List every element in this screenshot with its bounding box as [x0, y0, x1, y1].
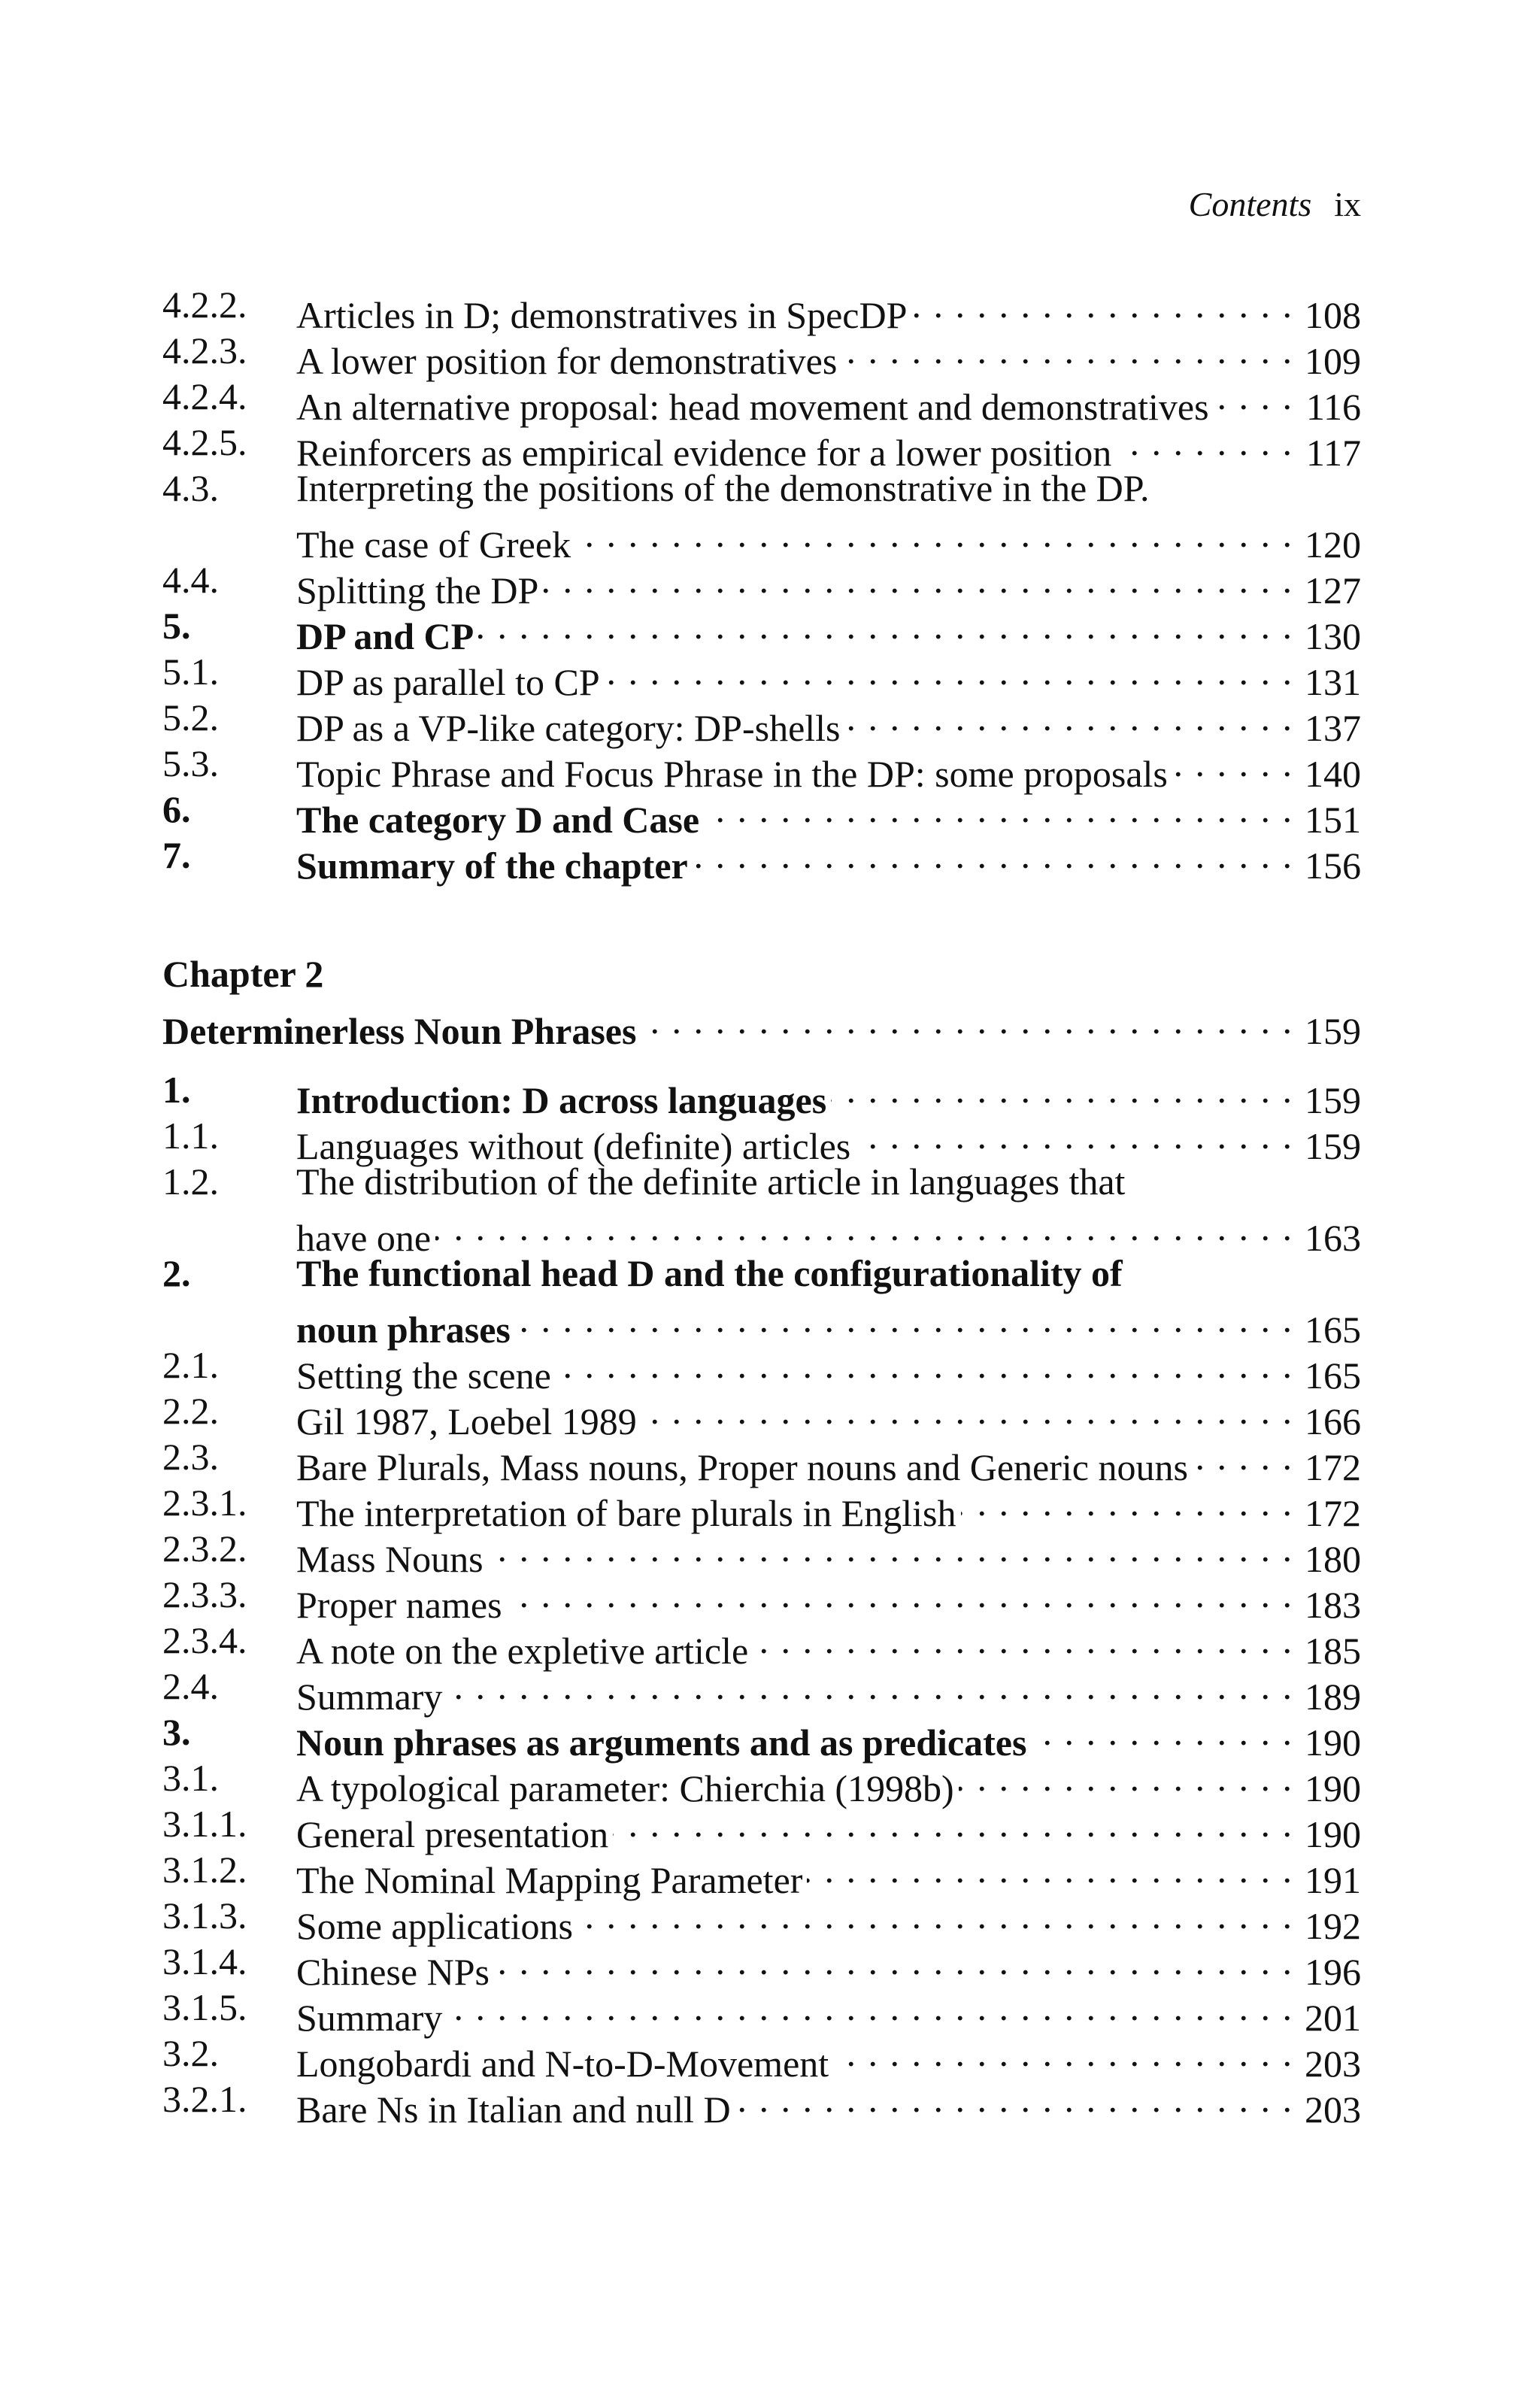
- toc-entry-number: 2.4.: [162, 1665, 219, 1707]
- dot-leader: [507, 1571, 1293, 1618]
- toc-entry: [162, 1800, 1361, 1855]
- toc-entry-number: 2.3.4.: [162, 1619, 247, 1661]
- dot-leader: [841, 327, 1293, 374]
- toc-entry-page-number: 165: [1305, 1354, 1361, 1397]
- toc-entry: [162, 557, 1361, 611]
- toc-entry-number: 2.3.2.: [162, 1527, 247, 1570]
- toc-entry-title: Summary: [296, 1676, 443, 1718]
- toc-entry-title: A lower position for demonstratives: [296, 340, 838, 382]
- toc-entry: [162, 1525, 1361, 1580]
- toc-entry: [162, 2076, 1361, 2131]
- toc-entry: [162, 1204, 1361, 1259]
- toc-entry-title: The interpretation of bare plurals in English: [296, 1492, 956, 1534]
- toc-entry-page-number: 127: [1305, 569, 1361, 611]
- toc-entry-title: The category D and Case: [296, 799, 700, 841]
- toc-entry: [162, 1296, 1361, 1351]
- toc-entry-title: DP as a VP-like category: DP-shells: [296, 707, 841, 749]
- toc-entry-number: 3.: [162, 1711, 191, 1753]
- toc-entry-title: Longobardi and N-to-D-Movement: [296, 2043, 829, 2085]
- toc-entry-number: 4.2.3.: [162, 329, 247, 372]
- toc-entry-number: 6.: [162, 788, 191, 830]
- toc-entry-number: 4.2.5.: [162, 421, 247, 463]
- toc-entry-number: 3.1.4.: [162, 1940, 247, 1982]
- toc-entry-title: Topic Phrase and Focus Phrase in the DP: some proposals: [296, 753, 1168, 795]
- dot-leader: [447, 1984, 1293, 2031]
- toc-entry-title: have one: [296, 1217, 432, 1259]
- dot-leader: [704, 786, 1293, 833]
- dot-leader: [447, 1663, 1293, 1709]
- toc-entry-number: 4.2.4.: [162, 375, 247, 417]
- toc-entry-number: 3.1.: [162, 1757, 219, 1799]
- dot-leader: [556, 1342, 1293, 1388]
- toc-entry-number: 4.4.: [162, 559, 219, 601]
- toc-entry: [162, 1250, 1361, 1297]
- toc-entry: [162, 694, 1361, 749]
- toc-entry: [162, 786, 1361, 841]
- toc-entry-title: Setting the scene: [296, 1354, 551, 1397]
- toc-entry-title: The Nominal Mapping Parameter: [296, 1859, 803, 1901]
- toc-entry: [162, 1984, 1361, 2039]
- toc-entry-number: 5.2.: [162, 696, 219, 739]
- toc-entry-title: Articles in D; demonstratives in SpecDP: [296, 294, 908, 336]
- toc-entry-page-number: 190: [1305, 1813, 1361, 1855]
- dot-leader: [578, 1892, 1293, 1939]
- dot-leader: [435, 1204, 1293, 1251]
- dot-leader: [494, 1938, 1293, 1985]
- dot-leader: [1193, 1433, 1293, 1480]
- toc-entry-number: 2.2.: [162, 1390, 219, 1432]
- toc-entry-title: Noun phrases as arguments and as predicates: [296, 1721, 1027, 1764]
- toc-entry-title: noun phrases: [296, 1309, 511, 1351]
- toc-entry: [162, 281, 1361, 336]
- toc-entry-page-number: 159: [1305, 1125, 1361, 1167]
- toc-entry-title: An alternative proposal: head movement and demonstratives: [296, 386, 1209, 428]
- toc-entry-page-number: 189: [1305, 1676, 1361, 1718]
- toc-entry: [162, 1571, 1361, 1626]
- toc-entry-number: 1.: [162, 1069, 191, 1111]
- dot-leader: [641, 1388, 1293, 1434]
- chapter-title: Determinerless Noun Phrases: [162, 1010, 637, 1052]
- toc-entry-page-number: 203: [1305, 2088, 1361, 2131]
- toc-entry: [162, 1112, 1361, 1167]
- toc-entry-number: 7.: [162, 834, 191, 876]
- toc-entry-title: Summary: [296, 1997, 443, 2039]
- dot-leader: [1214, 373, 1293, 420]
- toc-entry: [162, 1479, 1361, 1534]
- toc-entry-page-number: 116: [1305, 386, 1361, 428]
- toc-entry: [162, 1342, 1361, 1397]
- dot-leader: [1116, 419, 1293, 466]
- toc-entry-number: 2.: [162, 1252, 191, 1294]
- toc-entry-title: A typological parameter: Chierchia (1998b): [296, 1767, 954, 1809]
- toc-entry-title: Summary of the chapter: [296, 845, 688, 887]
- toc-entry-line: [296, 2076, 1361, 2133]
- toc-entry: [162, 1938, 1361, 1993]
- chapter-title-row: [162, 997, 1361, 1052]
- dot-leader: [961, 1479, 1293, 1526]
- toc-entry-number: 5.1.: [162, 651, 219, 693]
- toc-entry-page-number: 192: [1305, 1905, 1361, 1947]
- dot-leader: [833, 2030, 1293, 2076]
- toc-entry-line: [296, 1158, 1361, 1205]
- toc-entry: [162, 373, 1361, 428]
- toc-entry-page-number: 130: [1305, 615, 1361, 657]
- toc-entry-number: 4.3.: [162, 467, 219, 509]
- dot-leader: [605, 648, 1293, 695]
- dot-leader: [693, 832, 1293, 878]
- toc-entry-page-number: 108: [1305, 294, 1361, 336]
- toc-entry-title: Splitting the DP: [296, 569, 539, 611]
- dot-leader: [959, 1755, 1293, 1801]
- toc-entry: [162, 419, 1361, 474]
- toc-entry-page-number: 190: [1305, 1721, 1361, 1764]
- dot-leader: [488, 1525, 1293, 1572]
- toc-entry-title: Introduction: D across languages: [296, 1079, 827, 1121]
- toc-entry-number: 3.2.: [162, 2032, 219, 2074]
- toc-entry: [162, 1755, 1361, 1809]
- toc-entry-title: Interpreting the positions of the demonstrative in the DP.: [296, 467, 1150, 509]
- toc-entry-number: 5.3.: [162, 742, 219, 784]
- toc-entry-title: Languages without (definite) articles: [296, 1125, 851, 1167]
- toc-entry-title: Bare Ns in Italian and null D: [296, 2088, 731, 2131]
- toc-entry-title: The case of Greek: [296, 523, 571, 566]
- toc-entry-number: 3.1.5.: [162, 1986, 247, 2028]
- toc-entry-title: Proper names: [296, 1584, 502, 1626]
- toc-entry-title: Gil 1987, Loebel 1989: [296, 1400, 637, 1442]
- running-head: [1189, 184, 1361, 226]
- toc-entry: [162, 648, 1361, 703]
- toc-entry-page-number: 201: [1305, 1997, 1361, 2039]
- dot-leader: [753, 1617, 1293, 1664]
- dot-leader: [543, 557, 1293, 603]
- dot-leader: [1172, 740, 1293, 787]
- toc-entry-page-number: 190: [1305, 1767, 1361, 1809]
- toc-entry-title: DP and CP: [296, 615, 474, 657]
- toc-entry-page-number: 117: [1305, 432, 1361, 474]
- toc-entry: [162, 327, 1361, 382]
- toc-entry-title: Reinforcers as empirical evidence for a lower position: [296, 432, 1112, 474]
- dot-leader: [515, 1296, 1293, 1342]
- running-head-title: Contents: [1188, 185, 1312, 223]
- toc-entry: [162, 1617, 1361, 1672]
- toc-entry-page-number: 180: [1305, 1538, 1361, 1580]
- chapter-page-number: 159: [1305, 1010, 1361, 1052]
- toc-entry-page-number: 140: [1305, 753, 1361, 795]
- toc-entry-number: 1.2.: [162, 1160, 219, 1203]
- dot-leader: [735, 2076, 1293, 2122]
- toc-entry-page-number: 183: [1305, 1584, 1361, 1626]
- toc-entry-title: The functional head D and the configurationality of: [296, 1252, 1123, 1294]
- toc-entry-page-number: 191: [1305, 1859, 1361, 1901]
- toc-entry-number: 3.1.3.: [162, 1894, 247, 1937]
- toc-entry-page-number: 159: [1305, 1079, 1361, 1121]
- toc-entry-page-number: 109: [1305, 340, 1361, 382]
- toc-entry-number: 5.: [162, 605, 191, 647]
- toc-entry: [162, 1892, 1361, 1947]
- toc-entry-title: Some applications: [296, 1905, 573, 1947]
- toc-entry-page-number: 185: [1305, 1630, 1361, 1672]
- toc-entry: [162, 2030, 1361, 2085]
- toc-entry-page-number: 137: [1305, 707, 1361, 749]
- toc-entry-title: Chinese NPs: [296, 1951, 490, 1993]
- toc-entry: [162, 1158, 1361, 1205]
- toc-entry: [162, 740, 1361, 795]
- toc-entry-line: [296, 832, 1361, 889]
- toc-entry-page-number: 196: [1305, 1951, 1361, 1993]
- toc-entry-page-number: 165: [1305, 1309, 1361, 1351]
- toc-entry-line: [296, 465, 1361, 511]
- chapter-label: Chapter 2: [162, 953, 324, 995]
- toc-entry-title: Mass Nouns: [296, 1538, 484, 1580]
- toc-entry: [162, 1388, 1361, 1442]
- dot-leader: [807, 1846, 1293, 1893]
- toc-entry: [162, 1846, 1361, 1901]
- toc-entry-number: 3.1.1.: [162, 1803, 247, 1845]
- toc-entry-page-number: 151: [1305, 799, 1361, 841]
- running-head-page-number: ix: [1334, 185, 1361, 223]
- dot-leader: [845, 694, 1293, 741]
- toc-entry-number: 2.1.: [162, 1344, 219, 1386]
- toc-entry: [162, 511, 1361, 566]
- toc-entry-number: 4.2.2.: [162, 284, 247, 326]
- toc-entry: [162, 832, 1361, 887]
- dot-leader: [855, 1112, 1293, 1159]
- toc-entry: [162, 1433, 1361, 1488]
- toc-entry-page-number: 120: [1305, 523, 1361, 566]
- dot-leader: [641, 997, 1293, 1044]
- toc-entry-line: [296, 1250, 1361, 1297]
- dot-leader: [575, 511, 1293, 557]
- toc-entry-title: General presentation: [296, 1813, 609, 1855]
- toc-entry-title: Bare Plurals, Mass nouns, Proper nouns and Generic nouns: [296, 1446, 1188, 1488]
- toc-entry-page-number: 172: [1305, 1492, 1361, 1534]
- toc-entry-title: The distribution of the definite article in languages that: [296, 1160, 1126, 1203]
- toc-entry: [162, 465, 1361, 511]
- dot-leader: [1031, 1709, 1293, 1755]
- toc-entry-number: 3.2.1.: [162, 2078, 247, 2120]
- toc-entry-page-number: 172: [1305, 1446, 1361, 1488]
- toc-entry: [162, 1709, 1361, 1764]
- toc-entry-number: 1.1.: [162, 1115, 219, 1157]
- toc-entry-number: 3.1.2.: [162, 1849, 247, 1891]
- toc-entry-page-number: 156: [1305, 845, 1361, 887]
- toc-entry-page-number: 163: [1305, 1217, 1361, 1259]
- toc-entry-page-number: 131: [1305, 661, 1361, 703]
- toc-entry-title: DP as parallel to CP: [296, 661, 600, 703]
- toc-entry-number: 2.3.1.: [162, 1482, 247, 1524]
- toc-entry-number: 2.3.: [162, 1436, 219, 1478]
- dot-leader: [831, 1066, 1293, 1113]
- dot-leader: [613, 1800, 1293, 1847]
- toc-entry-title: A note on the expletive article: [296, 1630, 749, 1672]
- toc-entry: [162, 1663, 1361, 1718]
- toc-entry: [162, 602, 1361, 657]
- toc-entry-page-number: 203: [1305, 2043, 1361, 2085]
- toc-entry-number: 2.3.3.: [162, 1573, 247, 1615]
- dot-leader: [478, 602, 1293, 649]
- toc-entry-page-number: 166: [1305, 1400, 1361, 1442]
- dot-leader: [911, 281, 1293, 328]
- toc-entry: [162, 1066, 1361, 1121]
